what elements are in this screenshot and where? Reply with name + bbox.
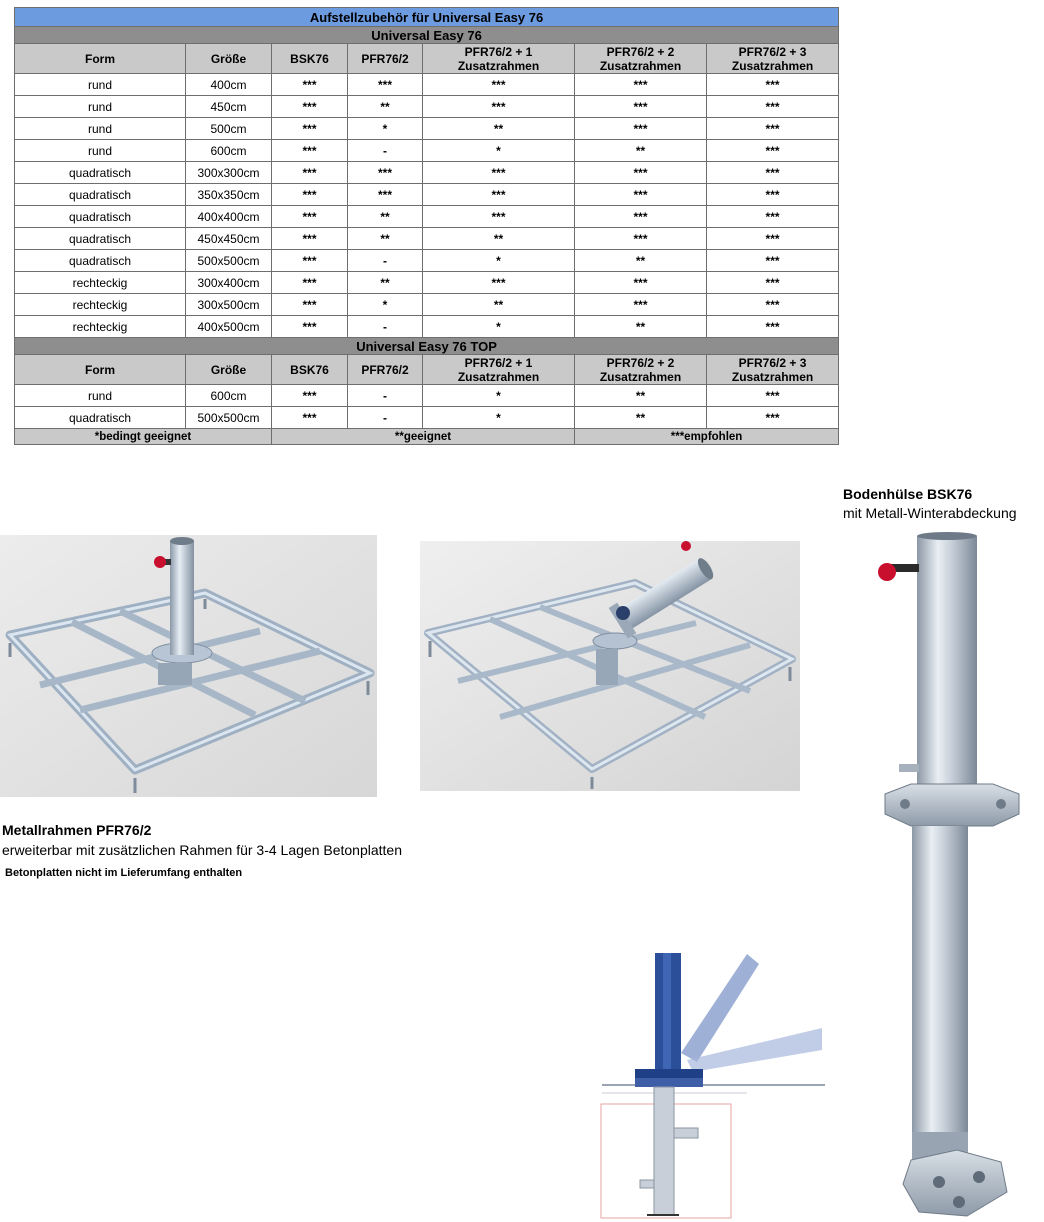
legend-limited: *bedingt geeignet (15, 429, 272, 445)
legend-recommended: ***empfohlen (575, 429, 839, 445)
mounting-diagram-icon (597, 950, 827, 1222)
col-pfr2-2-line1: PFR76/2 + 2 (606, 355, 675, 370)
steel-frame-with-tilted-tube-icon (420, 541, 800, 791)
cell-pfr3: *** (707, 206, 839, 228)
col-pfr2 (575, 44, 707, 74)
col-form: Form (15, 44, 186, 74)
cell-bsk: *** (272, 294, 348, 316)
table-row (15, 407, 839, 429)
cell-pfr2: ** (575, 250, 707, 272)
col-pfr3 (707, 44, 839, 74)
cell-pfr2: *** (575, 228, 707, 250)
group-title-easy76: Universal Easy 76 (15, 27, 839, 44)
cell-pfr: * (348, 294, 423, 316)
cell-pfr3: *** (707, 250, 839, 272)
col-pfr3-2 (707, 355, 839, 385)
table-row (15, 294, 839, 316)
col-pfr3-2-line1: PFR76/2 + 3 (738, 355, 807, 370)
cell-size: 300x300cm (186, 162, 272, 184)
steel-frame-with-vertical-tube-icon (0, 535, 377, 797)
cell-pfr3: *** (707, 140, 839, 162)
table-title-row (15, 8, 839, 27)
col-pfr-2: PFR76/2 (348, 355, 423, 385)
cell-bsk: *** (272, 162, 348, 184)
table-row (15, 272, 839, 294)
cell-pfr2: *** (575, 206, 707, 228)
cell-pfr: - (348, 385, 423, 407)
table-row (15, 206, 839, 228)
cell-form: quadratisch (15, 162, 186, 184)
cell-pfr1: * (423, 385, 575, 407)
cell-pfr: *** (348, 184, 423, 206)
ground-sleeve-icon (867, 532, 1044, 1222)
cell-bsk: *** (272, 140, 348, 162)
cell-bsk: *** (272, 228, 348, 250)
cell-pfr3: *** (707, 407, 839, 429)
compatibility-table (14, 7, 839, 445)
cell-form: quadratisch (15, 407, 186, 429)
table-row (15, 118, 839, 140)
cell-bsk: *** (272, 250, 348, 272)
table-row (15, 250, 839, 272)
cell-size: 500x500cm (186, 407, 272, 429)
cell-pfr1: * (423, 140, 575, 162)
cell-pfr1: * (423, 250, 575, 272)
table-title: Aufstellzubehör für Universal Easy 76 (15, 8, 839, 27)
cell-form: quadratisch (15, 250, 186, 272)
cell-size: 400cm (186, 74, 272, 96)
cell-size: 600cm (186, 140, 272, 162)
cell-pfr2: *** (575, 272, 707, 294)
col-pfr2-line2: Zusatzrahmen (599, 58, 682, 73)
col-pfr1-2-line2: Zusatzrahmen (457, 369, 540, 384)
col-pfr2-2 (575, 355, 707, 385)
cell-pfr3: *** (707, 162, 839, 184)
col-bsk-2: BSK76 (272, 355, 348, 385)
cell-bsk: *** (272, 272, 348, 294)
cell-bsk: *** (272, 316, 348, 338)
table-row (15, 162, 839, 184)
cell-pfr2: *** (575, 74, 707, 96)
ground-sleeve-photo (867, 532, 1044, 1222)
cell-size: 450cm (186, 96, 272, 118)
cell-pfr3: *** (707, 184, 839, 206)
cell-pfr1: ** (423, 294, 575, 316)
cell-pfr1: *** (423, 206, 575, 228)
group-header-easy76-top (15, 338, 839, 355)
cell-size: 400x500cm (186, 316, 272, 338)
col-size-2: Größe (186, 355, 272, 385)
pfr-caption-note: Betonplatten nicht im Lieferumfang enthalten (5, 867, 243, 879)
cell-pfr2: *** (575, 162, 707, 184)
cell-pfr: * (348, 118, 423, 140)
bsk-caption-subtitle: mit Metall-Winterabdeckung (843, 505, 1017, 521)
cell-bsk: *** (272, 96, 348, 118)
cell-pfr: - (348, 250, 423, 272)
cell-pfr2: *** (575, 184, 707, 206)
col-form-2: Form (15, 355, 186, 385)
table-row (15, 96, 839, 118)
col-pfr: PFR76/2 (348, 44, 423, 74)
cell-size: 300x400cm (186, 272, 272, 294)
cell-pfr2: *** (575, 96, 707, 118)
cell-pfr1: * (423, 316, 575, 338)
cell-form: rechteckig (15, 272, 186, 294)
cell-size: 400x400cm (186, 206, 272, 228)
col-pfr1-2 (423, 355, 575, 385)
col-pfr2-2-line2: Zusatzrahmen (599, 369, 682, 384)
frame-photo-1 (0, 535, 377, 797)
cell-pfr1: *** (423, 74, 575, 96)
cell-form: rund (15, 140, 186, 162)
legend-row (15, 429, 839, 445)
cell-pfr3: *** (707, 385, 839, 407)
cell-pfr2: *** (575, 294, 707, 316)
cell-pfr1: ** (423, 228, 575, 250)
col-pfr1-2-line1: PFR76/2 + 1 (464, 355, 533, 370)
cell-size: 500x500cm (186, 250, 272, 272)
table-row (15, 140, 839, 162)
col-size: Größe (186, 44, 272, 74)
cell-pfr: ** (348, 206, 423, 228)
cell-size: 600cm (186, 385, 272, 407)
cell-pfr2: *** (575, 118, 707, 140)
cell-pfr3: *** (707, 118, 839, 140)
cell-pfr1: *** (423, 96, 575, 118)
mounting-diagram (597, 950, 827, 1222)
cell-pfr: ** (348, 272, 423, 294)
table-row (15, 385, 839, 407)
pfr-caption-title: Metallrahmen PFR76/2 (2, 822, 152, 838)
cell-pfr: ** (348, 96, 423, 118)
col-pfr3-2-line2: Zusatzrahmen (731, 369, 814, 384)
col-pfr1-line2: Zusatzrahmen (457, 58, 540, 73)
cell-bsk: *** (272, 407, 348, 429)
cell-bsk: *** (272, 385, 348, 407)
col-pfr1-line1: PFR76/2 + 1 (464, 44, 533, 59)
cell-bsk: *** (272, 74, 348, 96)
frame-photo-2 (420, 541, 800, 791)
cell-pfr: ** (348, 228, 423, 250)
cell-pfr: - (348, 140, 423, 162)
cell-pfr: *** (348, 74, 423, 96)
cell-bsk: *** (272, 206, 348, 228)
cell-pfr1: *** (423, 162, 575, 184)
col-pfr1 (423, 44, 575, 74)
column-header-row (15, 44, 839, 74)
cell-pfr2: ** (575, 140, 707, 162)
table-row (15, 184, 839, 206)
group-title-easy76-top: Universal Easy 76 TOP (15, 338, 839, 355)
cell-form: rund (15, 118, 186, 140)
table-row (15, 228, 839, 250)
cell-pfr2: ** (575, 385, 707, 407)
col-bsk: BSK76 (272, 44, 348, 74)
cell-pfr: - (348, 316, 423, 338)
cell-pfr3: *** (707, 74, 839, 96)
cell-pfr1: *** (423, 272, 575, 294)
table-row (15, 316, 839, 338)
cell-pfr1: *** (423, 184, 575, 206)
cell-pfr1: * (423, 407, 575, 429)
cell-pfr: *** (348, 162, 423, 184)
cell-pfr3: *** (707, 96, 839, 118)
col-pfr2-line1: PFR76/2 + 2 (606, 44, 675, 59)
column-header-row-2 (15, 355, 839, 385)
cell-pfr: - (348, 407, 423, 429)
cell-pfr3: *** (707, 228, 839, 250)
cell-pfr2: ** (575, 316, 707, 338)
cell-size: 450x450cm (186, 228, 272, 250)
bsk-caption-title: Bodenhülse BSK76 (843, 486, 973, 502)
cell-form: rechteckig (15, 294, 186, 316)
cell-form: rund (15, 74, 186, 96)
cell-pfr1: ** (423, 118, 575, 140)
cell-pfr3: *** (707, 316, 839, 338)
cell-pfr3: *** (707, 294, 839, 316)
cell-form: rechteckig (15, 316, 186, 338)
group-header-easy76 (15, 27, 839, 44)
cell-pfr3: *** (707, 272, 839, 294)
cell-form: quadratisch (15, 228, 186, 250)
cell-form: quadratisch (15, 206, 186, 228)
cell-form: rund (15, 96, 186, 118)
col-pfr3-line2: Zusatzrahmen (731, 58, 814, 73)
cell-bsk: *** (272, 184, 348, 206)
pfr-caption-subtitle: erweiterbar mit zusätzlichen Rahmen für 3-4 Lagen Betonplatten (2, 842, 402, 858)
cell-pfr2: ** (575, 407, 707, 429)
col-pfr3-line1: PFR76/2 + 3 (738, 44, 807, 59)
cell-form: rund (15, 385, 186, 407)
legend-suitable: **geeignet (272, 429, 575, 445)
cell-form: quadratisch (15, 184, 186, 206)
cell-size: 300x500cm (186, 294, 272, 316)
cell-bsk: *** (272, 118, 348, 140)
cell-size: 350x350cm (186, 184, 272, 206)
table-row (15, 74, 839, 96)
cell-size: 500cm (186, 118, 272, 140)
